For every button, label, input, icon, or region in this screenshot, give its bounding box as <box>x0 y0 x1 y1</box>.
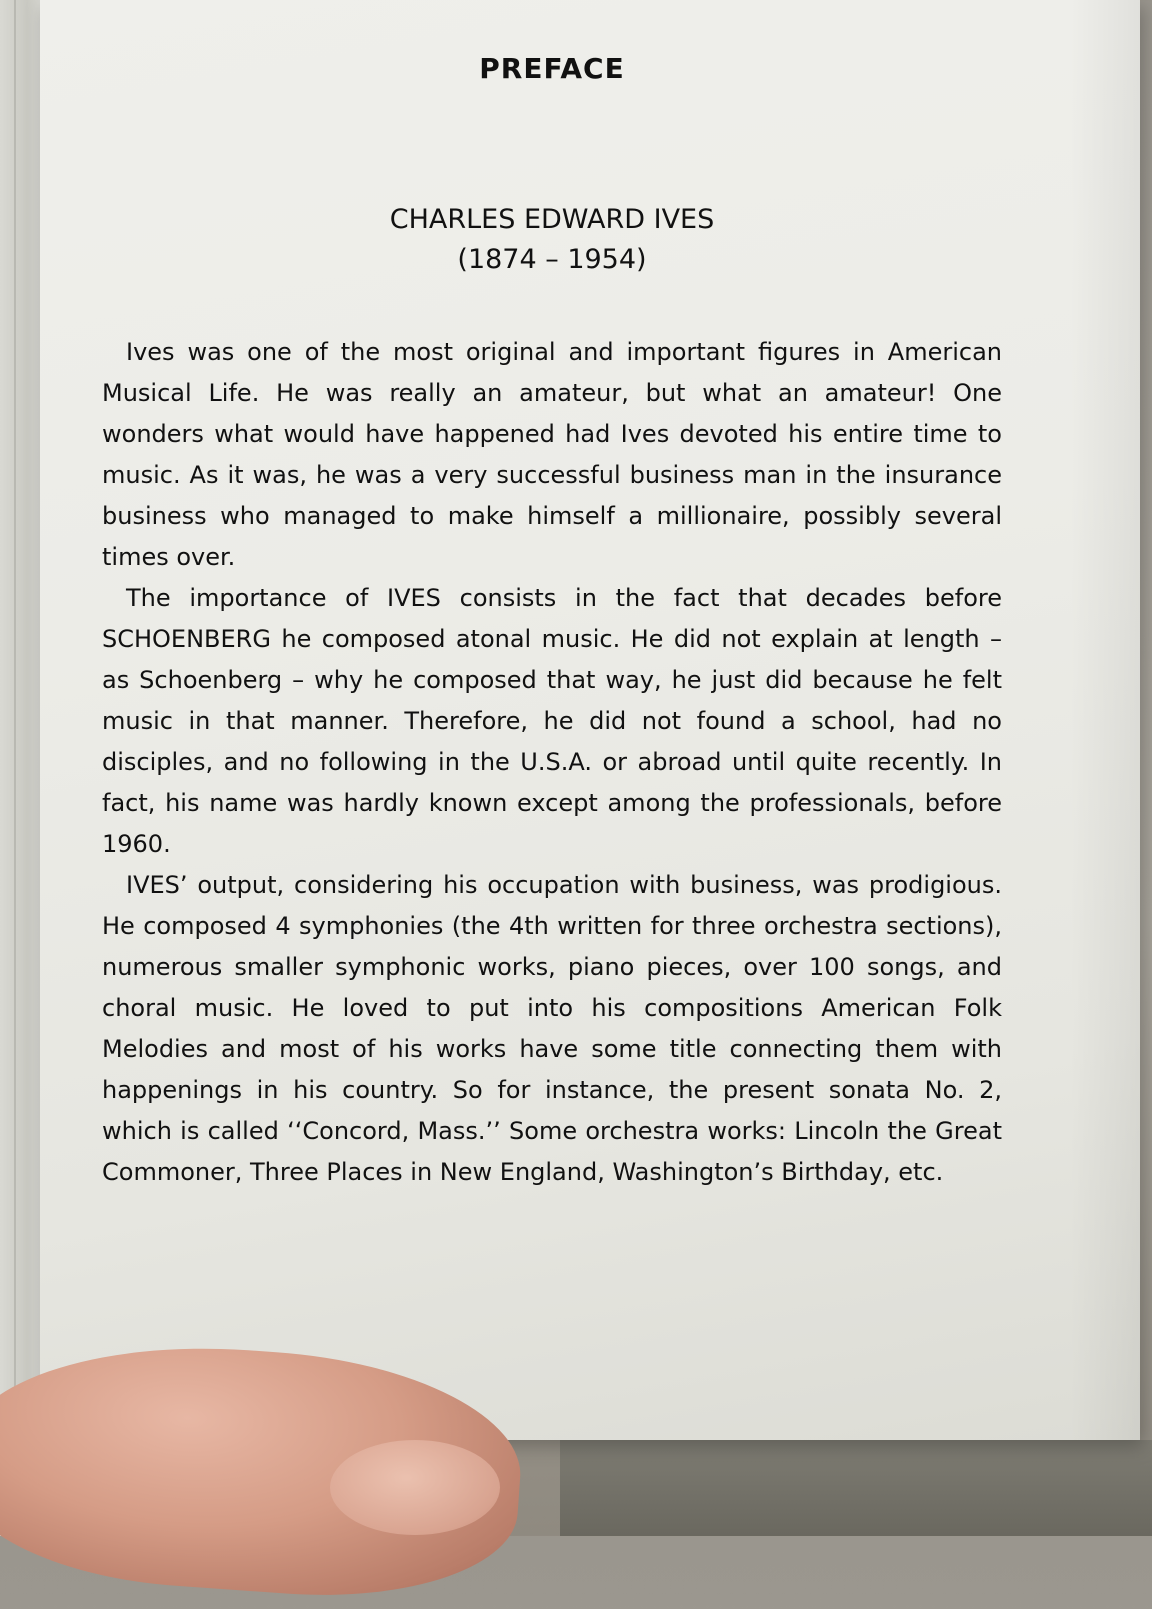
preface-body <box>102 332 1002 1193</box>
paragraph-intro: Ives was one of the most original and important figures in American Musical Life. He was really an amateur, but what an amateur! One wonders what would have happened had Ives devoted his entire time to music. As it was, he was a very successful business man in the insurance business who managed to make himself a millionaire, possibly several times over. <box>102 338 1002 571</box>
book-page <box>40 0 1140 1440</box>
composer-name: CHARLES EDWARD IVES <box>389 204 715 235</box>
background-fabric <box>560 1440 1152 1536</box>
paragraph-output: IVES’ output, considering his occupation with business, was prodigious. He composed 4 symphonies (the 4th written for three orchestra sections), numerous smaller symphonic works, piano pieces, over 100 songs, and choral music. He loved to put into his compositions American Folk Melodies and most of his works have some title connecting them with happenings in his country. So for instance, the present sonata No. 2, which is called ‘‘Concord, Mass.’’ Some orchestra works: Lincoln the Great Commoner, Three Places in New England, Washington’s Birthday, etc. <box>102 871 1002 1186</box>
composer-title-block <box>102 200 1002 280</box>
section-heading: PREFACE <box>479 52 625 85</box>
binding-edge <box>14 0 16 1536</box>
page-content <box>102 52 1002 1193</box>
composer-dates: (1874 – 1954) <box>457 244 647 275</box>
page-shadow <box>1070 0 1140 1440</box>
paragraph-importance: The importance of IVES consists in the fact that decades before SCHOENBERG he composed atonal music. He did not explain at length – as Schoenberg – why he composed that way, he just did because he felt music in that manner. Therefore, he did not found a school, had no disciples, and no following in the U.S.A. or abroad until quite recently. In fact, his name was hardly known except among the professionals, before 1960. <box>102 584 1002 858</box>
fingernail <box>330 1440 500 1535</box>
